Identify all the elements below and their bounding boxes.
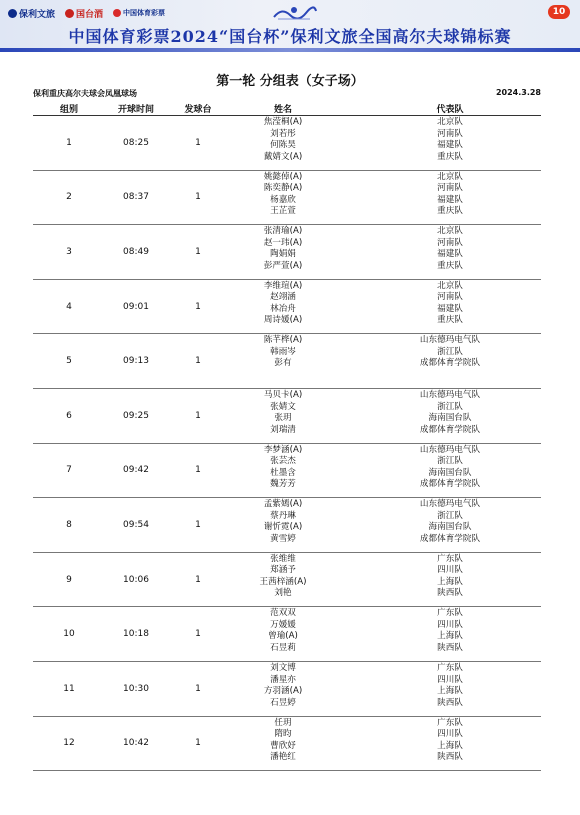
player-team: 河南队 [437,128,463,139]
event-banner [0,0,580,52]
player-row [33,534,541,546]
table-row [33,444,541,499]
player-team: 重庆队 [437,206,463,217]
player-team: 福建队 [437,194,463,205]
player-team: 河南队 [437,292,463,303]
header-name: 姓名 [273,105,292,115]
table-row [33,280,541,335]
player-row [33,519,541,534]
player-row [33,410,541,425]
tee-number: 1 [195,683,201,694]
player-name: 王茜梓涵(A) [259,576,307,587]
group-number: 11 [63,683,75,694]
tee-number: 1 [195,137,201,148]
player-team: 海南国台队 [428,413,472,423]
player-team: 福建队 [437,303,463,314]
group-number: 4 [66,301,72,312]
player-row [33,206,541,218]
player-team: 陕西队 [437,752,463,763]
player-team: 河南队 [437,183,463,194]
player-list [33,445,541,491]
tee-number: 1 [195,301,201,312]
player-row [33,347,541,359]
sports-lottery-logo: 中国体育彩票 [113,8,165,18]
player-team: 成都体育学院队 [419,424,481,435]
player-name: 李维瑄(A) [263,280,303,291]
player-row [33,117,541,129]
player-name: 焦滢桐(A) [263,117,303,127]
table-row [33,116,541,171]
player-team: 重庆队 [437,260,463,271]
group-number: 1 [66,137,72,148]
player-row [33,238,541,250]
player-name: 陈奕静(A) [263,183,303,194]
tee-number: 1 [195,356,201,367]
player-name: 郑涵予 [270,565,296,576]
player-team: 广东队 [437,663,463,673]
venue-label: 保利重庆高尔夫球会凤凰球场 [33,89,137,98]
table-row [33,717,541,772]
sponsor-logos [8,6,165,20]
player-name: 谢忻霓(A) [263,522,303,533]
player-team: 浙江队 [437,456,463,467]
player-name: 姚懿倬(A) [263,171,303,182]
table-row [33,225,541,280]
player-team: 福建队 [437,249,463,260]
player-team: 北京队 [437,280,463,291]
player-team: 四川队 [437,729,463,740]
player-list [33,281,541,327]
player-name: 张清瑜(A) [263,226,303,237]
player-name: 赵翊涵 [270,292,296,303]
player-team: 四川队 [437,674,463,685]
table-row [33,553,541,608]
player-name: 张玥 [274,413,292,423]
player-name: 何陈昊 [270,140,296,150]
player-row [33,608,541,620]
player-team: 广东队 [437,608,463,619]
table-row [33,498,541,553]
player-name: 潘星亦 [270,674,296,685]
player-row [33,631,541,643]
player-row [33,281,541,293]
player-team: 北京队 [437,226,463,237]
player-team: 成都体育学院队 [419,479,481,490]
player-team: 四川队 [437,619,463,630]
player-team: 海南国台队 [428,467,472,478]
player-name: 陶娟娟 [270,249,296,260]
poly-logo: 保利文旅 [8,7,55,20]
player-list [33,718,541,764]
player-list [33,608,541,654]
tee-time: 08:49 [123,246,149,257]
player-name: 刘若彤 [270,128,296,139]
player-team: 北京队 [437,171,463,182]
player-row [33,468,541,480]
table-row [33,389,541,444]
player-list [33,172,541,218]
player-team: 成都体育学院队 [419,358,481,369]
player-team: 广东队 [437,717,463,728]
player-team: 北京队 [437,117,463,127]
player-name: 孟紫嫣(A) [263,499,303,510]
player-name: 蔡丹琳 [270,510,296,521]
sports-lottery-icon [113,9,121,17]
player-name: 戴婧文(A) [263,151,303,162]
poly-logo-icon [8,9,17,18]
tee-time: 10:42 [123,738,149,749]
header-tee: 发球台 [184,105,212,115]
group-number: 10 [63,629,75,640]
player-team: 福建队 [437,140,463,150]
player-name: 马贝卡(A) [263,390,303,400]
player-name: 李梦涵(A) [263,444,303,455]
player-team: 上海队 [437,686,463,696]
player-team: 重庆队 [437,315,463,326]
guotai-logo: 国台酒 [65,7,103,20]
player-name: 彭严萱(A) [263,260,303,271]
edition-badge: 10 [548,5,570,19]
player-row [33,292,541,304]
player-row [33,574,541,589]
date-label: 2024.3.28 [495,88,541,97]
player-team: 山东德玛电气队 [419,390,481,400]
player-team: 浙江队 [437,346,463,357]
player-team: 陕西队 [437,642,463,653]
tee-number: 1 [195,574,201,585]
player-row [33,172,541,184]
player-row [33,499,541,511]
group-number: 5 [66,356,72,367]
player-name: 石昱婷 [270,697,296,708]
tee-time: 10:06 [123,574,149,585]
player-row [33,390,541,402]
player-list [33,226,541,272]
player-row [33,445,541,457]
meta-row [33,88,541,99]
player-name: 张婧文 [270,401,296,412]
player-name: 林冶舟 [270,303,296,314]
player-row [33,358,541,370]
group-number: 9 [66,574,72,585]
player-list [33,554,541,600]
player-team: 河南队 [437,237,463,248]
player-name: 范双双 [270,608,296,619]
player-list [33,335,541,370]
player-row [33,137,541,152]
tee-number: 1 [195,410,201,421]
banner-strip [0,48,580,52]
player-name: 彭有 [274,358,292,369]
player-team: 上海队 [437,576,463,587]
player-name: 张芸杰 [270,456,296,467]
player-name: 杨嘉欣 [270,194,296,205]
tee-time: 10:18 [123,629,149,640]
player-row [33,588,541,600]
tee-time: 09:54 [123,519,149,530]
player-row [33,261,541,273]
group-number: 3 [66,246,72,257]
group-number: 6 [66,410,72,421]
tee-number: 1 [195,246,201,257]
player-row [33,479,541,491]
player-name: 陈芊桦(A) [263,335,303,346]
header-time: 开球时间 [117,105,154,115]
tee-time: 09:42 [123,465,149,476]
player-row [33,683,541,698]
player-row [33,402,541,414]
player-row [33,456,541,468]
guotai-logo-icon [65,9,74,18]
player-name: 刘文博 [270,663,296,673]
group-number: 8 [66,519,72,530]
player-row [33,129,541,141]
player-name: 魏芳芳 [270,479,296,490]
player-name: 隋昀 [274,729,292,740]
header-group: 组别 [59,105,78,115]
group-number: 2 [66,192,72,203]
player-name: 张维维 [270,553,296,564]
table-header [33,101,541,116]
tee-time: 08:37 [123,192,149,203]
player-name: 韩雨岑 [270,346,296,357]
player-row [33,554,541,566]
player-row [33,246,541,261]
player-team: 山东德玛电气队 [419,444,481,455]
player-name: 赵一玮(A) [263,237,303,248]
player-name: 曾瑜(A) [268,631,298,642]
player-team: 上海队 [437,740,463,751]
tee-number: 1 [195,192,201,203]
player-name: 王芷萱 [270,206,296,217]
player-row [33,663,541,675]
player-team: 陕西队 [437,588,463,599]
tee-number: 1 [195,465,201,476]
tee-time: 10:30 [123,683,149,694]
table-row [33,607,541,662]
player-row [33,620,541,632]
player-row [33,425,541,437]
player-name: 曹欣妤 [270,740,296,751]
player-name: 潘艳红 [270,752,296,763]
player-name: 刘艳 [274,588,292,599]
player-team: 浙江队 [437,401,463,412]
player-team: 山东德玛电气队 [419,499,481,510]
tee-time: 09:13 [123,356,149,367]
player-row [33,335,541,347]
player-name: 周诗媛(A) [263,315,303,326]
tee-time: 09:01 [123,301,149,312]
player-row [33,741,541,753]
player-row [33,675,541,687]
tee-number: 1 [195,519,201,530]
player-row [33,315,541,327]
banner-title: 中国体育彩票2024“国台杯”保利文旅全国高尔夫球锦标赛 [68,27,512,46]
player-row [33,183,541,195]
player-team: 山东德玛电气队 [419,335,481,346]
player-row [33,698,541,710]
tee-number: 1 [195,738,201,749]
player-name: 任玥 [274,717,292,728]
player-row [33,752,541,764]
player-team: 四川队 [437,565,463,576]
player-name: 方羽涵(A) [263,686,303,696]
player-name: 万媛媛 [270,619,296,630]
player-team: 浙江队 [437,510,463,521]
player-name: 黄雪婷 [270,533,296,544]
page-title: 第一轮 分组表（女子场） [216,74,364,89]
player-row [33,565,541,577]
player-list [33,499,541,545]
player-name: 杜墨含 [270,467,296,478]
player-name: 刘瑞清 [270,424,296,435]
player-row [33,226,541,238]
player-team: 重庆队 [437,151,463,162]
player-list [33,117,541,163]
player-team: 海南国台队 [428,522,472,533]
player-row [33,718,541,730]
table-row [33,171,541,226]
player-team: 上海队 [437,631,463,642]
group-number: 12 [63,738,75,749]
player-team: 成都体育学院队 [419,533,481,544]
player-team: 陕西队 [437,697,463,708]
table-row [33,662,541,717]
player-name: 石昱莉 [270,642,296,653]
tee-number: 1 [195,629,201,640]
group-number: 7 [66,465,72,476]
tee-time: 09:25 [123,410,149,421]
player-row [33,301,541,316]
header-team: 代表队 [436,105,464,115]
player-list [33,663,541,709]
tee-time: 08:25 [123,137,149,148]
player-row [33,511,541,523]
player-row [33,729,541,741]
golf-event-logo-icon [270,3,318,23]
player-row [33,195,541,207]
player-team: 广东队 [437,553,463,564]
player-list [33,390,541,436]
table-row [33,334,541,389]
player-row [33,643,541,655]
player-row [33,152,541,164]
